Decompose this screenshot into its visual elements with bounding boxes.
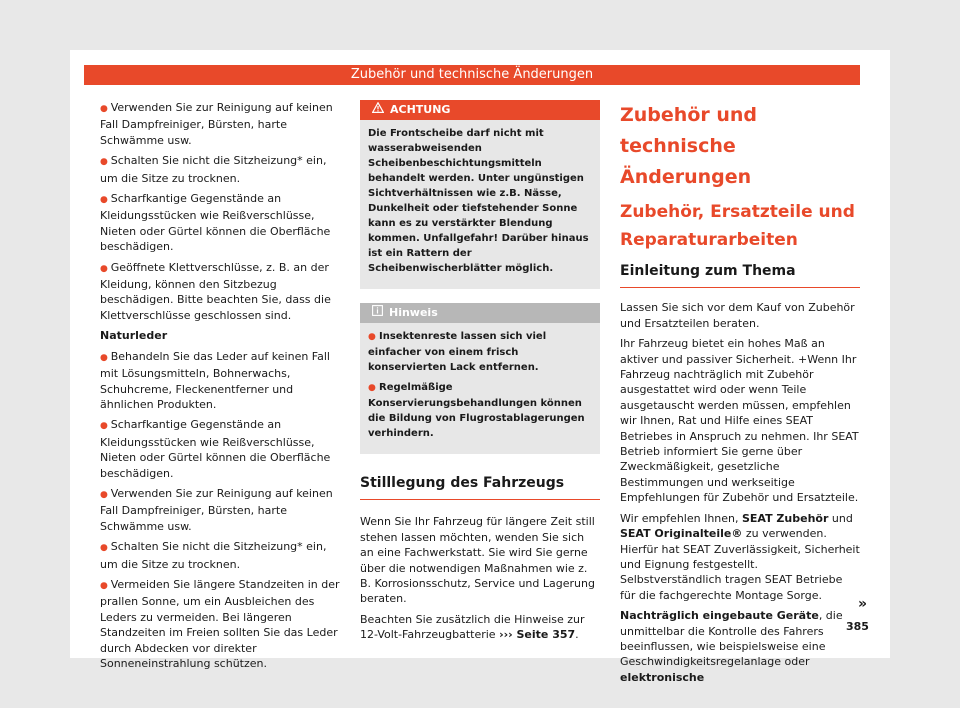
seat-originalteile-term: SEAT Originalteile®: [620, 527, 743, 541]
section-title-stilllegung: Stilllegung des Fahrzeugs: [360, 476, 600, 500]
seat-zubehoer-term: SEAT Zubehör: [742, 511, 829, 525]
bullet-text: Verwenden Sie zur Reinigung auf keinen Fall Dampfreiniger, Bürsten, harte Schwämme usw.: [100, 101, 333, 147]
stilllegung-paragraph-2: [360, 612, 600, 643]
bullet-dot-icon: ●: [100, 489, 111, 500]
heading-naturleder: Naturleder: [100, 329, 168, 343]
bullet-list-leather: [100, 349, 342, 672]
warning-header: [360, 100, 600, 120]
p3-text-c: und: [828, 511, 853, 525]
bullet-item: [100, 539, 342, 572]
bullet-dot-icon: ●: [100, 421, 111, 432]
bullet-item: [368, 380, 592, 441]
column-middle: [360, 100, 600, 648]
bullet-text: Regelmäßige Konservierungsbehandlungen können die Bildung von Flugrostablagerungen verhindern.: [368, 382, 585, 439]
bullet-list-care: [100, 100, 342, 323]
bullet-text: Scharfkantige Gegenstände an Kleidungsstücken wie Reißverschlüsse, Nieten oder Gürtel können die Oberfläche beschädigen.: [100, 418, 331, 480]
stilllegung-paragraph-1: Wenn Sie Ihr Fahrzeug für längere Zeit still stehen lassen möchten, wenden Sie sich an eine Fachwerkstatt. Sie wird Sie gerne über die notwendigen Maßnahmen wie z. B. Korrosionsschutz, Service und Lagerung beraten.: [360, 515, 595, 606]
stilllegung-text: [360, 514, 600, 642]
bullet-item: [100, 486, 342, 534]
sentence-end: .: [575, 628, 579, 642]
bullet-item: [100, 417, 342, 481]
bullet-item: [368, 329, 592, 375]
bullet-text: Schalten Sie nicht die Sitzheizung* ein, um die Sitze zu trocknen.: [100, 540, 327, 571]
section-title: Zubehör, Ersatzteile und Reparaturarbeiten: [620, 202, 855, 250]
p3-text-a: Wir empfehlen Ihnen,: [620, 511, 742, 525]
bullet-item: [100, 191, 342, 255]
bullet-dot-icon: ●: [100, 157, 111, 168]
column-right: [620, 100, 860, 690]
battery-note-text: Beachten Sie zusätzlich die Hinweise zur 12-Volt-Fahrzeugbatterie: [360, 612, 585, 642]
bullet-text: Insektenreste lassen sich viel einfacher von einem frisch konservierten Lack entfernen.: [368, 331, 547, 373]
note-box: [360, 323, 600, 454]
bullet-dot-icon: ●: [100, 195, 111, 206]
bullet-text: Verwenden Sie zur Reinigung auf keinen Fall Dampfreiniger, Bürsten, harte Schwämme usw.: [100, 486, 333, 533]
bullet-item: [100, 100, 342, 148]
bullet-dot-icon: ●: [100, 104, 111, 114]
intro-heading: Einleitung zum Thema: [620, 264, 860, 288]
p3-text-d: zu verwenden. Hierfür hat SEAT Zuverlässigkeit, Sicherheit und Eignung festgestellt. Selbstverständlich tragen SEAT Betriebe für die fachgerechte Montage Sorge.: [620, 527, 860, 602]
bullet-dot-icon: ●: [368, 332, 379, 342]
note-header: [360, 303, 600, 323]
bullet-text: Behandeln Sie das Leder auf keinen Fall mit Lösungsmitteln, Bohnerwachs, Schuhcreme, Fleckenentferner und ähnlichen Produkten.: [100, 349, 330, 411]
bullet-dot-icon: ●: [100, 352, 111, 363]
bullet-text: Vermeiden Sie längere Standzeiten in der prallen Sonne, um ein Ausbleichen des Leders zu vermeiden. Bei längeren Standzeiten im Freien sollten Sie das Leder durch Abdecken vor direkter Sonneneinstrahlung schützen.: [100, 577, 340, 670]
intro-paragraph-1: Lassen Sie sich vor dem Kauf von Zubehör und Ersatzteilen beraten.: [620, 301, 855, 330]
chapter-title: Zubehör und technische Änderungen: [620, 104, 758, 188]
bullet-item: [100, 260, 342, 324]
warning-text: Die Frontscheibe darf nicht mit wasserabweisenden Scheibenbeschichtungsmitteln behandelt werden. Unter ungünstigen Sichtverhältnissen wie z.B. Nässe, Dunkelheit oder tiefstehender Sonne kann es zu verstärkter Blendung kommen. Unfallgefahr! Darüber hinaus ist ein Rattern der Scheibenwischerblätter möglich.: [368, 128, 589, 274]
warning-triangle-icon: [372, 100, 384, 120]
page-number: 385: [846, 620, 869, 633]
elektronische-term: elektronische: [620, 670, 705, 684]
bullet-text: Scharfkantige Gegenstände an Kleidungsstücken wie Reißverschlüsse, Nieten oder Gürtel können die Oberfläche beschädigen.: [100, 192, 331, 254]
intro-paragraph-2: Ihr Fahrzeug bietet ein hohes Maß an aktiver und passiver Sicherheit. +Wenn Ihr Fahrzeug nachträglich mit Zubehör ausgestattet wird oder wenn Teile ausgetauscht werden müssen, empfehlen wir Ihnen, Rat und Hilfe eines SEAT Betriebes in Anspruch zu nehmen. Ihr SEAT Betrieb informiert Sie gerne über Zweckmäßigkeit, gesetzliche Bestimmungen und werkseitige Empfehlungen für Zubehör und Ersatzteile.: [620, 337, 859, 505]
column-left: [100, 100, 342, 676]
note-title: Hinweis: [389, 306, 438, 319]
warning-title: ACHTUNG: [390, 103, 451, 116]
bullet-item: [100, 349, 342, 413]
running-header: Zubehör und technische Änderungen: [84, 65, 860, 85]
intro-paragraph-3: [620, 511, 860, 603]
page-reference-link[interactable]: ››› Seite 357: [499, 628, 576, 642]
bullet-dot-icon: ●: [100, 543, 111, 554]
continue-marker-icon: »: [858, 596, 868, 612]
bullet-dot-icon: ●: [100, 263, 111, 274]
bullet-item: [100, 577, 342, 671]
intro-paragraph-4: [620, 608, 860, 685]
bullet-dot-icon: ●: [100, 580, 111, 591]
info-icon: [372, 303, 383, 323]
warning-box: [360, 120, 600, 289]
bullet-text: Geöffnete Klettverschlüsse, z. B. an der Kleidung, können den Sitzbezug beschädigen. Bitte beachten Sie, dass die Klettverschlüsse geschlossen sind.: [100, 260, 331, 322]
p4-text: , die unmittelbar die Kontrolle des Fahrers beeinflussen, wie beispielsweise eine Geschwindigkeitsregelanlage oder: [620, 609, 843, 669]
bullet-dot-icon: ●: [368, 383, 379, 393]
bullet-item: [100, 153, 342, 186]
bullet-text: Schalten Sie nicht die Sitzheizung* ein, um die Sitze zu trocknen.: [100, 154, 327, 185]
nachtraeglich-term: Nachträglich eingebaute Geräte: [620, 609, 819, 623]
